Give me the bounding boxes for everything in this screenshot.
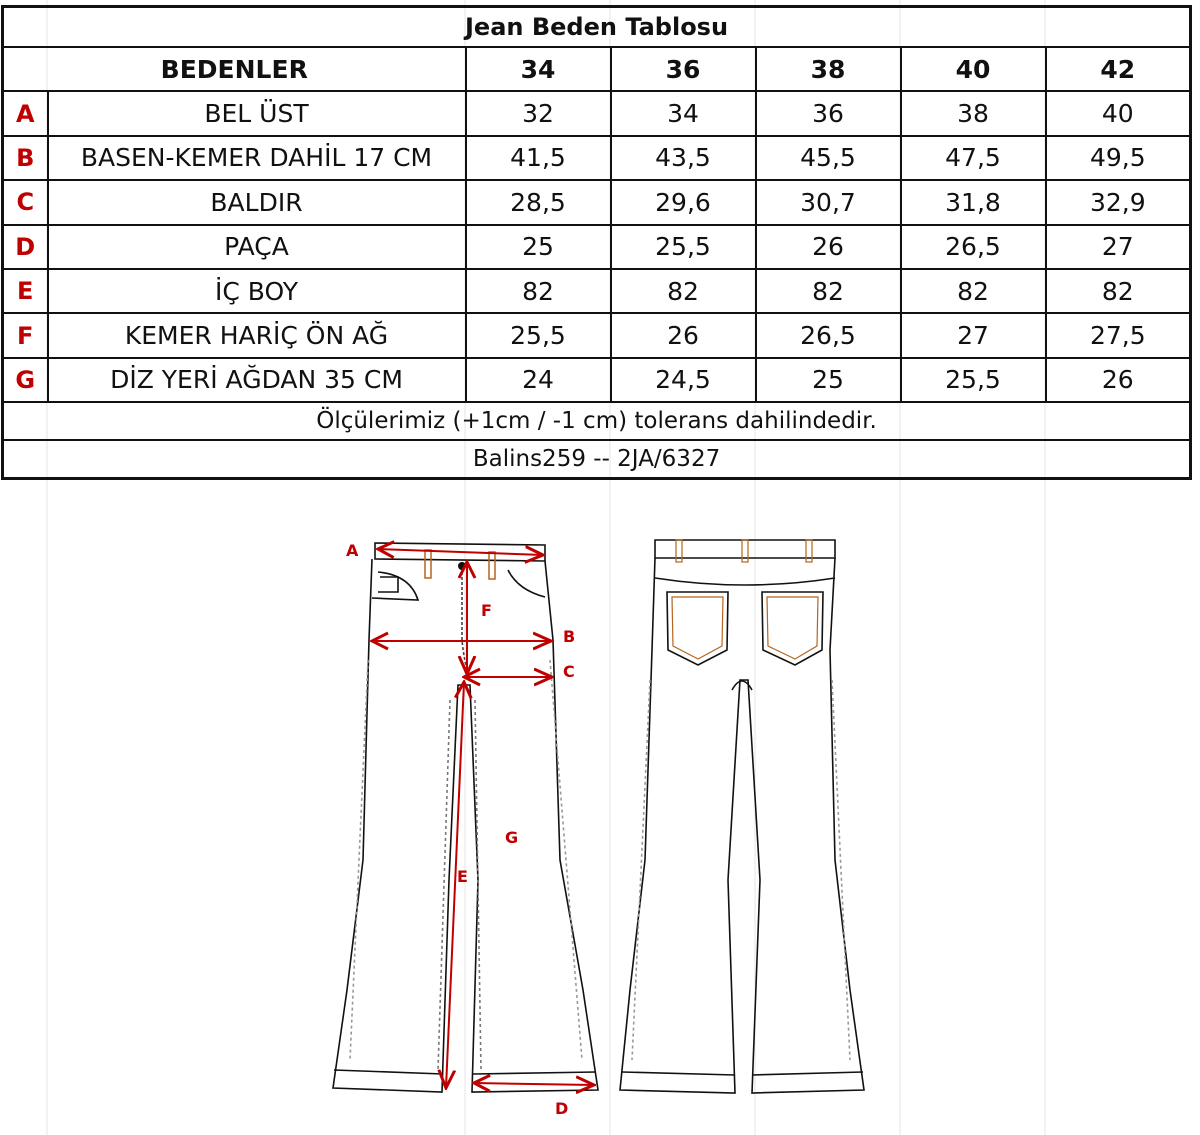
label-g: G (505, 828, 519, 847)
header-label: BEDENLER (3, 47, 466, 91)
cell-value: 26 (756, 225, 901, 269)
row-letter: E (3, 269, 48, 313)
row-letter: G (3, 358, 48, 402)
size-header: 40 (901, 47, 1046, 91)
cell-value: 25,5 (611, 225, 756, 269)
measurement-name: BEL ÜST (48, 91, 466, 135)
jeans-front-view (333, 543, 598, 1092)
tolerance-note-row (3, 402, 1191, 440)
product-code-row (3, 440, 1191, 479)
jeans-back-view (620, 540, 864, 1093)
size-header: 38 (756, 47, 901, 91)
cell-value: 24,5 (611, 358, 756, 402)
table-row (3, 225, 1191, 269)
measurement-arrows (372, 549, 594, 1088)
cell-value: 82 (466, 269, 611, 313)
table-row (3, 313, 1191, 357)
cell-value: 45,5 (756, 136, 901, 180)
size-chart-table (1, 5, 1192, 480)
table-row (3, 269, 1191, 313)
table-row (3, 180, 1191, 224)
measurement-name: BALDIR (48, 180, 466, 224)
cell-value: 25 (466, 225, 611, 269)
label-f: F (481, 601, 492, 620)
cell-value: 26,5 (901, 225, 1046, 269)
cell-value: 31,8 (901, 180, 1046, 224)
size-header: 42 (1046, 47, 1191, 91)
row-letter: A (3, 91, 48, 135)
table-title-row (3, 7, 1191, 48)
measurement-name: PAÇA (48, 225, 466, 269)
label-d: D (555, 1099, 569, 1118)
table-row (3, 358, 1191, 402)
cell-value: 25 (756, 358, 901, 402)
size-header: 36 (611, 47, 756, 91)
cell-value: 41,5 (466, 136, 611, 180)
button-icon (458, 562, 466, 570)
cell-value: 47,5 (901, 136, 1046, 180)
row-letter: D (3, 225, 48, 269)
cell-value: 32,9 (1046, 180, 1191, 224)
table-header-row (3, 47, 1191, 91)
cell-value: 25,5 (466, 313, 611, 357)
cell-value: 82 (756, 269, 901, 313)
cell-value: 27 (1046, 225, 1191, 269)
measure-d-arrow (474, 1083, 594, 1085)
tolerance-note: Ölçülerimiz (+1cm / -1 cm) tolerans dahilindedir. (3, 402, 1191, 440)
cell-value: 27,5 (1046, 313, 1191, 357)
cell-value: 49,5 (1046, 136, 1191, 180)
cell-value: 82 (1046, 269, 1191, 313)
label-e: E (457, 867, 468, 886)
cell-value: 43,5 (611, 136, 756, 180)
cell-value: 40 (1046, 91, 1191, 135)
label-a: A (346, 541, 359, 560)
measurement-name: KEMER HARİÇ ÖN AĞ (48, 313, 466, 357)
label-c: C (563, 662, 575, 681)
cell-value: 82 (611, 269, 756, 313)
jeans-technical-drawing (0, 500, 1200, 1135)
label-b: B (563, 627, 576, 646)
size-header: 34 (466, 47, 611, 91)
measure-a-arrow (378, 549, 543, 555)
cell-value: 38 (901, 91, 1046, 135)
cell-value: 34 (611, 91, 756, 135)
cell-value: 26 (1046, 358, 1191, 402)
cell-value: 26,5 (756, 313, 901, 357)
table-row (3, 91, 1191, 135)
measurement-name: DİZ YERİ AĞDAN 35 CM (48, 358, 466, 402)
cell-value: 28,5 (466, 180, 611, 224)
table-title: Jean Beden Tablosu (3, 7, 1191, 48)
measurement-name: İÇ BOY (48, 269, 466, 313)
cell-value: 30,7 (756, 180, 901, 224)
cell-value: 36 (756, 91, 901, 135)
measurement-name: BASEN-KEMER DAHİL 17 CM (48, 136, 466, 180)
cell-value: 27 (901, 313, 1046, 357)
cell-value: 26 (611, 313, 756, 357)
cell-value: 82 (901, 269, 1046, 313)
cell-value: 29,6 (611, 180, 756, 224)
row-letter: C (3, 180, 48, 224)
cell-value: 24 (466, 358, 611, 402)
product-code: Balins259 -- 2JA/6327 (3, 440, 1191, 479)
row-letter: F (3, 313, 48, 357)
table-row (3, 136, 1191, 180)
cell-value: 32 (466, 91, 611, 135)
row-letter: B (3, 136, 48, 180)
cell-value: 25,5 (901, 358, 1046, 402)
